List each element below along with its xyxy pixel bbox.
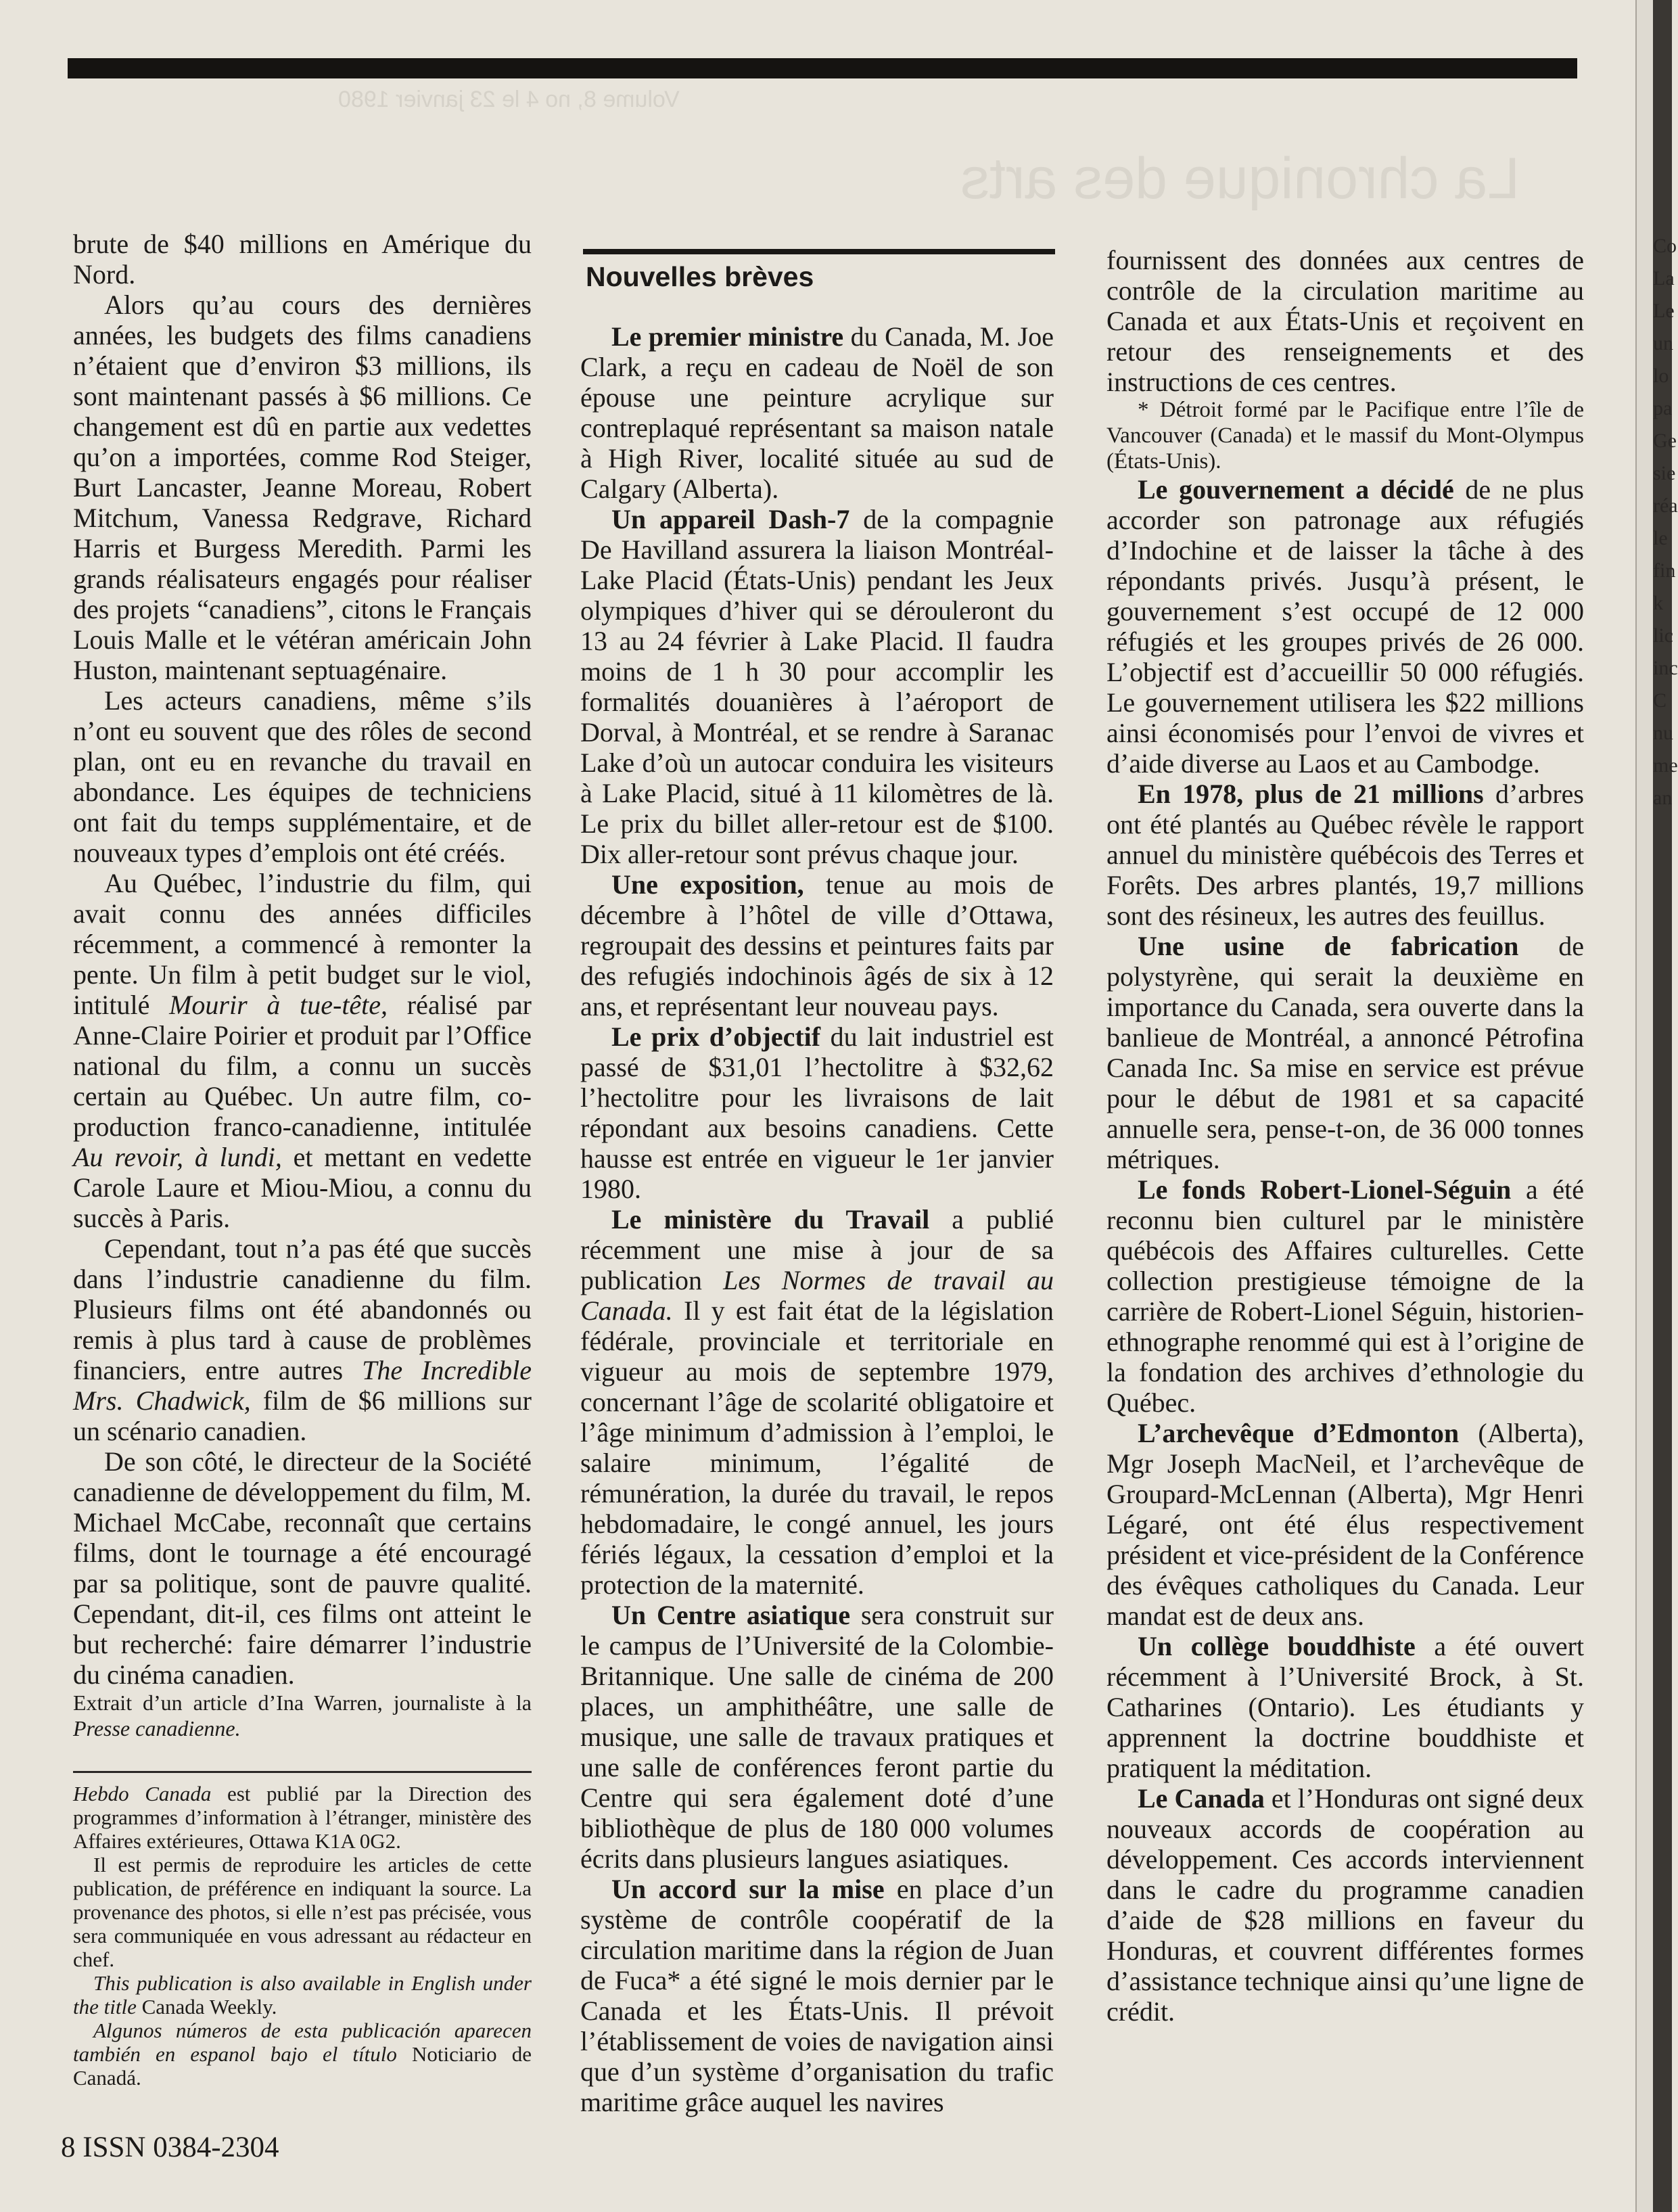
adjacent-page-fragment: Co <box>1653 235 1677 257</box>
paragraph: Alors qu’au cours des dernières années, les budgets des films canadiens n’étaient que d’environ $3 millions, ils sont maintenant passés à $6 millions. Ce changement est dû en partie aux vedettes qu’on a importées, comme Rod Steiger, Burt Lancaster, Jeanne Moreau, Robert Mitchum, Vanessa Redgrave, Richard Harris et Burgess Meredith. Parmi les grands réalisateurs engagés pour réaliser des projets “canadiens”, citons le Français Louis Malle et le vétéran américain John Huston, maintenant septuagénaire. <box>73 290 532 685</box>
news-briefs-column <box>580 321 1054 2117</box>
news-brief: Un Centre asiatique sera construit sur le campus de l’Université de la Colombie-Britannique. Une salle de cinéma de 200 places, un amphithéâtre, une salle de musique, une salle de travaux pratiques et une salle de conférences feront partie du Centre qui sera également doté d’une bibliothèque de plus de 180 000 volumes écrits dans plusieurs langues asiatiques. <box>580 1600 1054 1874</box>
news-brief: Le gouvernement a décidé de ne plus accorder son patronage aux réfugiés d’Indochine et de laisser la tâche à des répondants privés. Jusqu’à présent, le gouvernement s’est occupé de 12 000 réfugiés et les groupes privés de 26 000. L’objectif est d’accueillir 50 000 réfugiés. Le gouvernement utilisera les $22 millions ainsi économisés pour l’envoi de vivres et d’aide diverse au Laos et au Cambodge. <box>1106 474 1584 779</box>
adjacent-page-fragment: Le <box>1653 300 1675 322</box>
news-brief: Le Canada et l’Honduras ont signé deux nouveaux accords de coopération au développement. Ces accords interviennent dans le cadre du programme canadien d’aide de $28 millions en faveur du Honduras, et couvrent différentes formes d’assistance technique ainsi qu’une ligne de crédit. <box>1106 1783 1584 2027</box>
news-brief: Un appareil Dash-7 de la compagnie De Havilland assurera la liaison Montréal-Lake Placid (États-Unis) pendant les Jeux olympiques d’hiver qui se dérouleront du 13 au 24 février à Lake Placid. Il faudra moins de 1 h 30 pour accomplir les formalités douanières à l’aéroport de Dorval, à Montréal, et se rendre à Saranac Lake d’où un autocar conduira les visiteurs à Lake Placid, situé à 11 kilomètres de là. Le prix du billet aller-retour est de $100. Dix aller-retour sont prévus chaque jour. <box>580 504 1054 869</box>
adjacent-page-fragment: C <box>1653 689 1667 712</box>
adjacent-page-fragment: me <box>1653 754 1678 777</box>
news-brief: L’archevêque d’Edmonton (Alberta), Mgr Joseph MacNeil, et l’archevêque de Groupard-McLennan (Alberta), Mgr Henri Légaré, ont été élus respectivement président et vice-président de la Conférence des évêques catholiques du Canada. Leur mandat est de deux ans. <box>1106 1418 1584 1631</box>
adjacent-page-fragment: réa <box>1653 494 1678 517</box>
news-brief: Un accord sur la mise en place d’un système de contrôle coopératif de la circulation maritime dans la région de Juan de Fuca* a été signé le mois dernier par le Canada et les États-Unis. Il prévoit l’établissement de voies de navigation ainsi que d’un système d’organisation du trafic maritime grâce auquel les navires <box>580 1874 1054 2117</box>
paragraph: De son côté, le directeur de la Société canadienne de développement du film, M. Michael McCabe, reconnaît que certains films, dont le tournage a été encouragé par sa politique, sont de pauvre qualité. Cependant, dit-il, ces films ont atteint le but recherché: faire démarrer l’industrie du cinéma canadien. <box>73 1446 532 1690</box>
film-title: The Incredible Mrs. Chadwick, <box>73 1355 532 1416</box>
colophon-spanish: Algunos números de esta publicación aparecen también en espanol bajo el título Noticiario de Canadá. <box>73 2019 532 2090</box>
colophon-publisher: Hebdo Canada est publié par la Direction des programmes d’information à l’étranger, ministère des Affaires extérieures, Ottawa K1A 0G2. <box>73 1782 532 1853</box>
article-credit: Extrait d’un article d’Ina Warren, journaliste à la Presse canadienne. <box>73 1690 532 1741</box>
colophon-english: This publication is also available in English under the title Canada Weekly. <box>73 1971 532 2019</box>
section-heading: Nouvelles brèves <box>586 261 814 292</box>
paragraph: brute de $40 millions en Amérique du Nord. <box>73 229 532 290</box>
adjacent-page-fragment: La <box>1653 267 1675 290</box>
news-brief: En 1978, plus de 21 millions d’arbres ont été plantés au Québec révèle le rapport annuel du ministère québécois des Terres et Forêts. Des arbres plantés, 19,7 millions sont des résineux, les autres des feuillus. <box>1106 779 1584 931</box>
page-folio: 8 ISSN 0384-2304 <box>61 2132 279 2163</box>
paragraph: Les acteurs canadiens, même s’ils n’ont eu souvent que des rôles de second plan, ont eu en revanche du travail en abondance. Les équipes de techniciens ont fait du temps supplémentaire, et de nouveaux types d’emplois ont été créés. <box>73 685 532 868</box>
colophon-rule <box>73 1771 532 1773</box>
adjacent-page-fragment: sie <box>1653 462 1676 484</box>
adjacent-page-text-fragment <box>1653 230 1678 814</box>
news-brief: Une usine de fabrication de polystyrène, qui serait la deuxième en importance du Canada, sera ouverte dans la banlieue de Montréal, a annoncé Pétrofina Canada Inc. Sa mise en service est prévue pour le début de 1981 et sa capacité annuelle sera, pense-t-on, de 36 000 tonnes métriques. <box>1106 931 1584 1174</box>
paragraph: Cependant, tout n’a pas été que succès dans l’industrie canadienne du film. Plusieurs films ont été abandonnés ou remis à plus tard à cause de problèmes financiers, entre autres The Incredible Mrs. Chadwick, film de $6 millions sur un scénario canadien. <box>73 1233 532 1446</box>
colophon <box>73 1782 532 2090</box>
news-brief: Une exposition, tenue au mois de décembre à l’hôtel de ville d’Ottawa, regroupait des dessins et peintures faits par des refugiés indochinois âgés de six à 12 ans, et représentant leur nouveau pays. <box>580 869 1054 1021</box>
show-through-issue-line: Volume 8, no 4 le 23 janvier 1980 <box>338 87 680 112</box>
adjacent-page-fragment: k <box>1653 592 1663 614</box>
adjacent-page-fragment: lo <box>1653 365 1669 387</box>
adjacent-page-fragment: nu <box>1653 722 1673 744</box>
footnote: * Détroit formé par le Pacifique entre l’île de Vancouver (Canada) et le massif du Mont-Olympus (États-Unis). <box>1106 398 1584 474</box>
film-title: Mourir à tue-tête, <box>169 990 388 1020</box>
adjacent-page-fragment: an <box>1653 787 1673 809</box>
paragraph: Au Québec, l’industrie du film, qui avait connu des années difficiles récemment, a commencé à remonter la pente. Un film à petit budget sur le viol, intitulé Mourir à tue-tête, réalisé par Anne-Claire Poirier et produit par l’Office national du film, a connu un succès certain au Québec. Un autre film, co-production franco-canadienne, intitulée Au revoir, à lundi, et mettant en vedette Carole Laure et Miou-Miou, a connu du succès à Paris. <box>73 868 532 1233</box>
adjacent-page-fragment: fin <box>1653 559 1676 582</box>
show-through-section-title: La chronique des arts <box>960 146 1520 211</box>
adjacent-page-fragment: Ge <box>1653 430 1677 452</box>
adjacent-page-fragment: un <box>1653 332 1673 354</box>
adjacent-page-fragment: inc <box>1653 657 1678 679</box>
news-brief: Le premier ministre du Canada, M. Joe Clark, a reçu en cadeau de Noël de son épouse une peinture acrylique sur contreplaqué représentant sa maison natale à High River, localité située au sud de Calgary (Alberta). <box>580 321 1054 504</box>
colophon-reprint: Il est permis de reproduire les articles de cette publication, de préférence en indiquant la source. La provenance des photos, si elle n’est pas précisée, vous sera communiquée en vous adressant au rédacteur en chef. <box>73 1853 532 1971</box>
film-title: Au revoir, à lundi, <box>73 1142 282 1172</box>
page-top-rule <box>68 58 1577 78</box>
news-brief: Le ministère du Travail a publié récemment une mise à jour de sa publication Les Normes de travail au Canada. Il y est fait état de la législation fédérale, provinciale et territoriale en vigueur au mois de septembre 1979, concernant l’âge de scolarité obligatoire et l’âge minimum d’admission à l’emploi, le salaire minimum, l’égalité de rémunération, la durée du travail, le repos hebdomadaire, le congé annuel, les jours fériés légaux, la cessation d’emploi et la protection de la maternité. <box>580 1204 1054 1600</box>
adjacent-page-fragment: le <box>1653 527 1668 549</box>
news-briefs-column-continued <box>1106 245 1584 2027</box>
article-column-1 <box>73 229 532 1741</box>
section-rule <box>583 249 1055 254</box>
paragraph: fournissent des données aux centres de contrôle de la circulation maritime au Canada et aux États-Unis et reçoivent en retour des renseignements et des instructions de ces centres. <box>1106 245 1584 397</box>
news-brief: Le fonds Robert-Lionel-Séguin a été reconnu bien culturel par le ministère québécois des Affaires culturelles. Cette collection prestigieuse témoigne de la carrière de Robert-Lionel Séguin, historien-ethnographe renommé qui est à l’origine de la fondation des archives d’ethnologie du Québec. <box>1106 1174 1584 1418</box>
news-brief: Le prix d’objectif du lait industriel est passé de $31,01 l’hectolitre à $32,62 l’hectolitre pour les livraisons de lait répondant aux besoins canadiens. Cette hausse est entrée en vigueur le 1er janvier 1980. <box>580 1021 1054 1204</box>
adjacent-page-edge <box>1635 0 1654 2212</box>
news-brief: Un collège bouddhiste a été ouvert récemment à l’Université Brock, à St. Catharines (Ontario). Les étudiants y apprennent la doctrine bouddhiste et pratiquent la méditation. <box>1106 1631 1585 1783</box>
adjacent-page-fragment: pa <box>1653 397 1673 419</box>
adjacent-page-fragment: lic <box>1653 624 1673 647</box>
